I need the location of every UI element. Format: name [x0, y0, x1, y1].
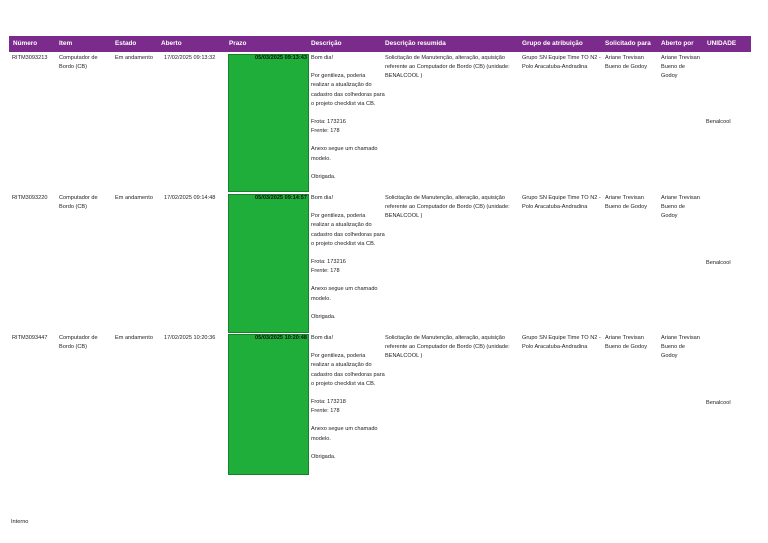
descricao-frente: Frente: 178 [311, 128, 340, 135]
prazo-fill [228, 194, 309, 333]
prazo-fill [228, 334, 309, 475]
aberto-cell: 17/02/2025 09:13:32 [164, 55, 216, 61]
aberto-por-cell: Ariane Trevisan Bueno de Godoy [661, 335, 700, 360]
header-prazo: Prazo [229, 40, 247, 47]
header-descricao-resumida: Descrição resumida [385, 40, 446, 47]
descricao-resumida-cell: Solicitação de Manutenção, alteração, aquisição referente ao Computador de Bordo (CB) (unidade: BENALCOOL ) [385, 55, 510, 80]
unidade-cell: Benalcool [706, 260, 731, 266]
descricao-cell [311, 194, 385, 322]
estado-cell: Em andamento [115, 55, 153, 61]
numero-cell: RITM3093447 [12, 335, 48, 341]
header-grupo: Grupo de atribuição [522, 40, 583, 47]
aberto-por-cell: Ariane Trevisan Bueno de Godoy [661, 55, 700, 80]
numero-cell: RITM3093220 [12, 195, 48, 201]
descricao-frente: Frente: 178 [311, 408, 340, 415]
prazo-value: 05/03/2025 09:14:57 [255, 195, 307, 201]
descricao-resumida-cell: Solicitação de Manutenção, alteração, aquisição referente ao Computador de Bordo (CB) (unidade: BENALCOOL ) [385, 195, 510, 220]
grupo-cell: Grupo SN Equipe Time TO N2 - Polo Aracatuba-Andradina [522, 335, 601, 351]
descricao-saudacao: Bom dia! [311, 195, 334, 201]
header-aberto: Aberto [161, 40, 182, 47]
item-cell: Computador de Bordo (CB) [59, 55, 98, 71]
unidade-cell: Benalcool [706, 400, 731, 406]
header-descricao: Descrição [311, 40, 342, 47]
descricao-frota: Frota: 173218 [311, 399, 346, 406]
header-solicitado-para: Solicitado para [605, 40, 651, 47]
item-cell: Computador de Bordo (CB) [59, 195, 98, 211]
descricao-saudacao: Bom dia! [311, 335, 334, 341]
descricao-anexo: Anexo segue um chamado modelo. [311, 286, 378, 302]
descricao-pedido: Por gentileza, poderia realizar a atualização do cadastro das colhedoras para o projeto checklist via CB. [311, 353, 385, 387]
descricao-obrigada: Obrigada. [311, 453, 336, 460]
descricao-cell [311, 334, 385, 462]
aberto-cell: 17/02/2025 09:14:48 [164, 195, 216, 201]
descricao-frente: Frente: 178 [311, 268, 340, 275]
header-numero: Número [13, 40, 38, 47]
header-item: Item [59, 40, 73, 47]
descricao-saudacao: Bom dia! [311, 55, 334, 61]
aberto-cell: 17/02/2025 10:20:36 [164, 335, 216, 341]
descricao-cell [311, 54, 385, 182]
aberto-por-cell: Ariane Trevisan Bueno de Godoy [661, 195, 700, 220]
descricao-obrigada: Obrigada. [311, 173, 336, 180]
descricao-anexo: Anexo segue um chamado modelo. [311, 146, 378, 162]
footer-classification: Interno [11, 519, 29, 525]
header-estado: Estado [115, 40, 137, 47]
descricao-pedido: Por gentileza, poderia realizar a atualização do cadastro das colhedoras para o projeto checklist via CB. [311, 213, 385, 247]
header-aberto-por: Aberto por [661, 40, 694, 47]
numero-cell: RITM3093213 [12, 55, 48, 61]
grupo-cell: Grupo SN Equipe Time TO N2 - Polo Aracatuba-Andradina [522, 55, 601, 71]
solicitado-para-cell: Ariane Trevisan Bueno de Godoy [605, 195, 647, 211]
prazo-fill [228, 54, 309, 192]
prazo-value: 05/03/2025 09:13:43 [255, 55, 307, 61]
header-unidade: UNIDADE [707, 40, 737, 47]
item-cell: Computador de Bordo (CB) [59, 335, 98, 351]
descricao-resumida-cell: Solicitação de Manutenção, alteração, aquisição referente ao Computador de Bordo (CB) (unidade: BENALCOOL ) [385, 335, 510, 360]
unidade-cell: Benalcool [706, 119, 731, 125]
grupo-cell: Grupo SN Equipe Time TO N2 - Polo Aracatuba-Andradina [522, 195, 601, 211]
estado-cell: Em andamento [115, 335, 153, 341]
descricao-anexo: Anexo segue um chamado modelo. [311, 426, 378, 442]
prazo-value: 05/03/2025 10:20:48 [255, 335, 307, 341]
solicitado-para-cell: Ariane Trevisan Bueno de Godoy [605, 335, 647, 351]
table-header [9, 36, 751, 52]
descricao-pedido: Por gentileza, poderia realizar a atualização do cadastro das colhedoras para o projeto checklist via CB. [311, 73, 385, 107]
descricao-obrigada: Obrigada. [311, 313, 336, 320]
descricao-frota: Frota: 173216 [311, 259, 346, 266]
descricao-frota: Frota: 173216 [311, 119, 346, 126]
solicitado-para-cell: Ariane Trevisan Bueno de Godoy [605, 55, 647, 71]
estado-cell: Em andamento [115, 195, 153, 201]
